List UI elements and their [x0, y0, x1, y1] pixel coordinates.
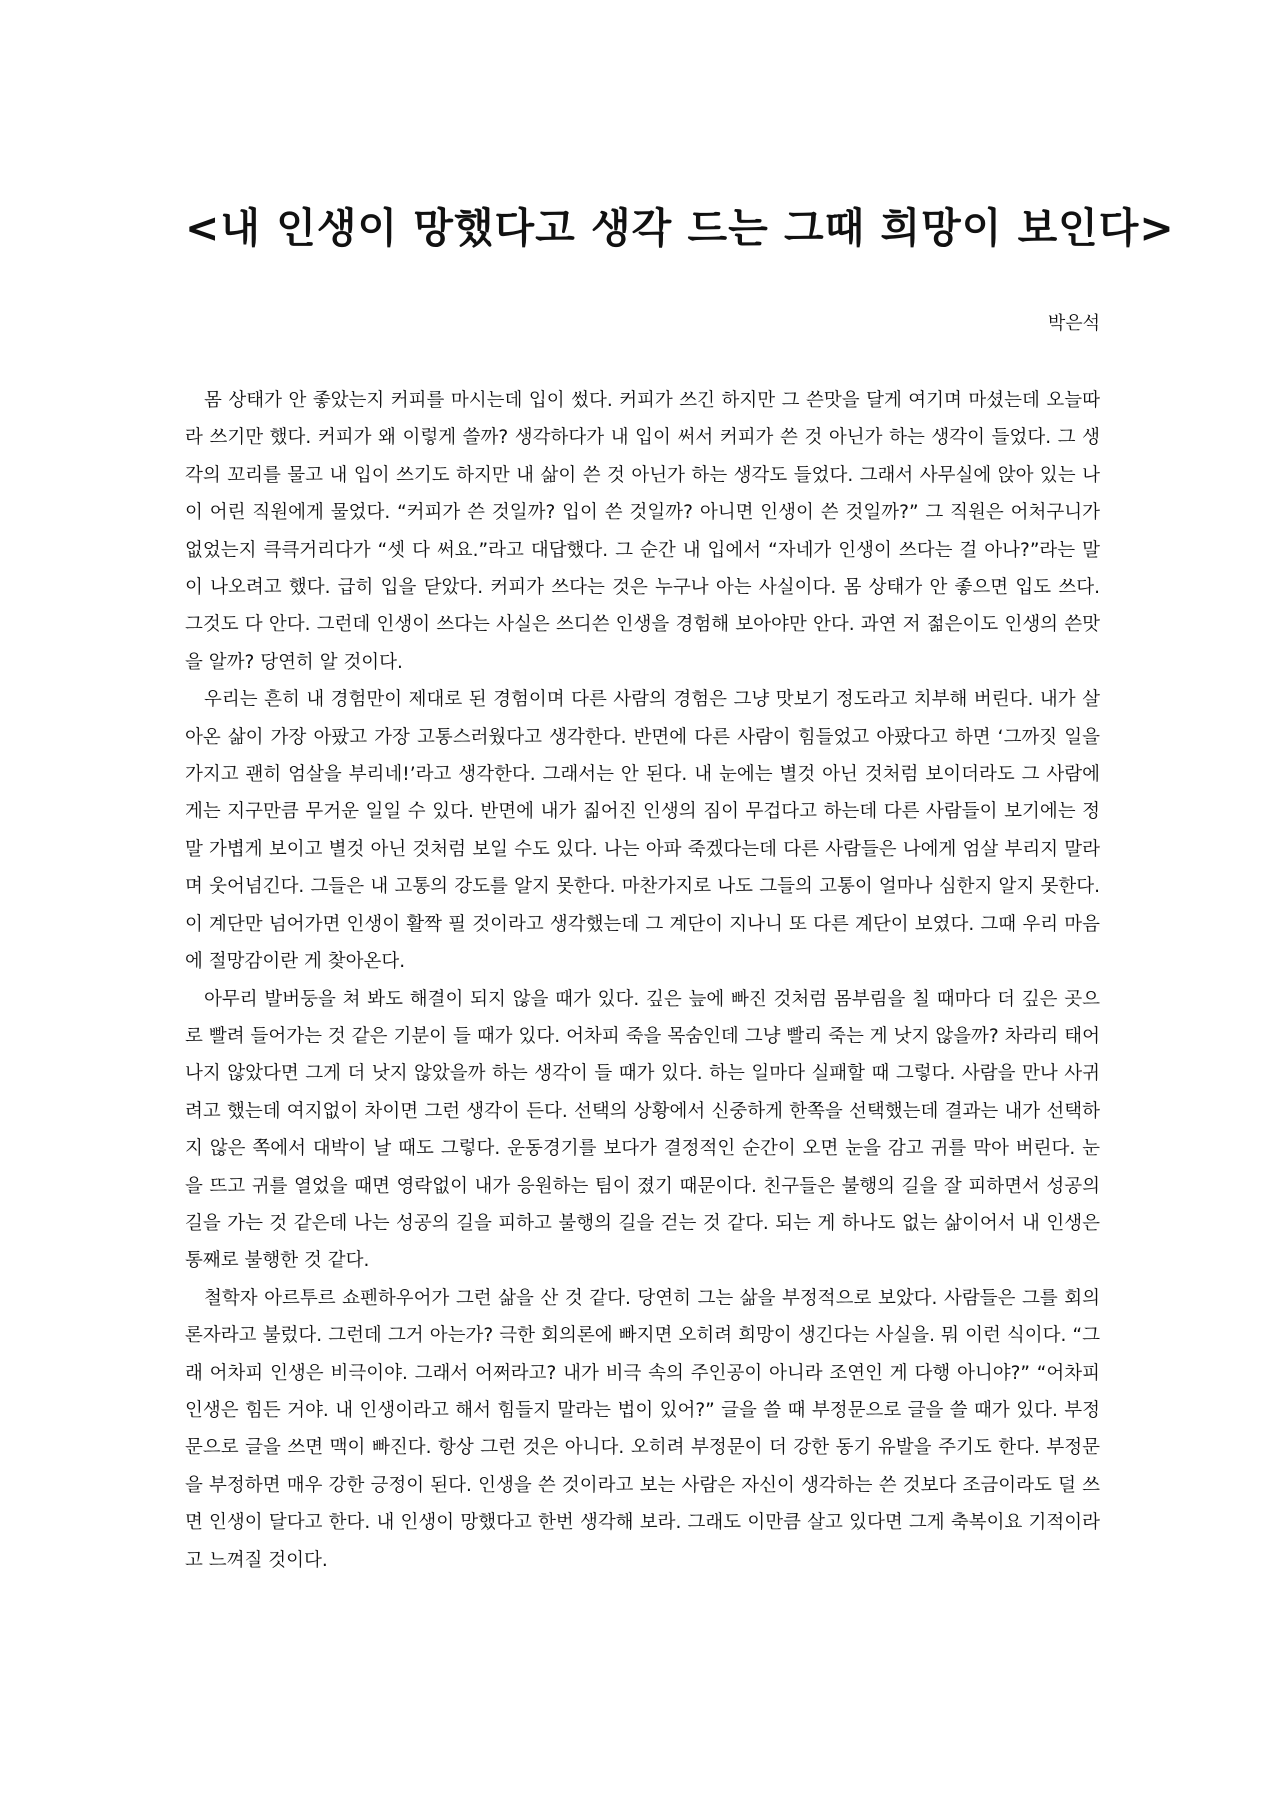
- paragraph-3: 아무리 발버둥을 쳐 봐도 해결이 되지 않을 때가 있다. 깊은 늪에 빠진 것처럼 몸부림을 칠 때마다 더 깊은 곳으로 빨려 들어가는 것 같은 기분이 들 때가 있다. 어차피 죽을 목숨인데 그냥 빨리 죽는 게 낫지 않을까? 차라리 태어나지 않았다면 그게 더 낫지 않았을까 하는 생각이 들 때가 있다. 하는 일마다 실패할 때 그렇다. 사람을 만나 사귀려고 했는데 여지없이 차이면 그런 생각이 든다. 선택의 상황에서 신중하게 한쪽을 선택했는데 결과는 내가 선택하지 않은 쪽에서 대박이 날 때도 그렇다. 운동경기를 보다가 결정적인 순간이 오면 눈을 감고 귀를 막아 버린다. 눈을 뜨고 귀를 열었을 때면 영락없이 내가 응원하는 팀이 졌기 때문이다. 친구들은 불행의 길을 잘 피하면서 성공의 길을 가는 것 같은데 나는 성공의 길을 피하고 불행의 길을 걷는 것 같다. 되는 게 하나도 없는 삶이어서 내 인생은 통째로 불행한 것 같다.: [185, 988, 1100, 1272]
- author-name: 박은석: [1047, 313, 1100, 334]
- paragraph-1: 몸 상태가 안 좋았는지 커피를 마시는데 입이 썼다. 커피가 쓰긴 하지만 그 쓴맛을 달게 여기며 마셨는데 오늘따라 쓰기만 했다. 커피가 왜 이렇게 쓸까? 생각하다가 내 입이 써서 커피가 쓴 것 아닌가 하는 생각이 들었다. 그 생각의 꼬리를 물고 내 입이 쓰기도 하지만 내 삶이 쓴 것 아닌가 하는 생각도 들었다. 그래서 사무실에 앉아 있는 나이 어린 직원에게 물었다. “커피가 쓴 것일까? 입이 쓴 것일까? 아니면 인생이 쓴 것일까?” 그 직원은 어처구니가 없었는지 큭큭거리다가 “셋 다 써요.”라고 대답했다. 그 순간 내 입에서 “자네가 인생이 쓰다는 걸 아나?”라는 말이 나오려고 했다. 급히 입을 닫았다. 커피가 쓰다는 것은 누구나 아는 사실이다. 몸 상태가 안 좋으면 입도 쓰다. 그것도 다 안다. 그런데 인생이 쓰다는 사실은 쓰디쓴 인생을 경험해 보아야만 안다. 과연 저 젊은이도 인생의 쓴맛을 알까? 당연히 알 것이다.: [185, 390, 1100, 673]
- paragraph-2: 우리는 흔히 내 경험만이 제대로 된 경험이며 다른 사람의 경험은 그냥 맛보기 정도라고 치부해 버린다. 내가 살아온 삶이 가장 아팠고 가장 고통스러웠다고 생각한다. 반면에 다른 사람이 힘들었고 아팠다고 하면 ‘그까짓 일을 가지고 괜히 엄살을 부리네!’라고 생각한다. 그래서는 안 된다. 내 눈에는 별것 아닌 것처럼 보이더라도 그 사람에게는 지구만큼 무거운 일일 수 있다. 반면에 내가 짊어진 인생의 짐이 무겁다고 하는데 다른 사람들이 보기에는 정말 가볍게 보이고 별것 아닌 것처럼 보일 수도 있다. 나는 아파 죽겠다는데 다른 사람들은 나에게 엄살 부리지 말라며 웃어넘긴다. 그들은 내 고통의 강도를 알지 못한다. 마찬가지로 나도 그들의 고통이 얼마나 심한지 알지 못한다. 이 계단만 넘어가면 인생이 활짝 필 것이라고 생각했는데 그 계단이 지나니 또 다른 계단이 보였다. 그때 우리 마음에 절망감이란 게 찾아온다.: [185, 689, 1100, 973]
- page-title: <내 인생이 망했다고 생각 드는 그때 희망이 보인다>: [185, 204, 1175, 252]
- paragraph-4: 철학자 아르투르 쇼펜하우어가 그런 삶을 산 것 같다. 당연히 그는 삶을 부정적으로 보았다. 사람들은 그를 회의론자라고 불렀다. 그런데 그거 아는가? 극한 회의론에 빠지면 오히려 희망이 생긴다는 사실을. 뭐 이런 식이다. “그래 어차피 인생은 비극이야. 그래서 어쩌라고? 내가 비극 속의 주인공이 아니라 조연인 게 다행 아니야?” “어차피 인생은 힘든 거야. 내 인생이라고 해서 힘들지 말라는 법이 있어?” 글을 쓸 때 부정문으로 글을 쓸 때가 있다. 부정문으로 글을 쓰면 맥이 빠진다. 항상 그런 것은 아니다. 오히려 부정문이 더 강한 동기 유발을 주기도 한다. 부정문을 부정하면 매우 강한 긍정이 된다. 인생을 쓴 것이라고 보는 사람은 자신이 생각하는 쓴 것보다 조금이라도 덜 쓰면 인생이 달다고 한다. 내 인생이 망했다고 한번 생각해 보라. 그래도 이만큼 살고 있다면 그게 축복이요 기적이라고 느껴질 것이다.: [185, 1287, 1100, 1571]
- article-body: [185, 382, 1100, 1579]
